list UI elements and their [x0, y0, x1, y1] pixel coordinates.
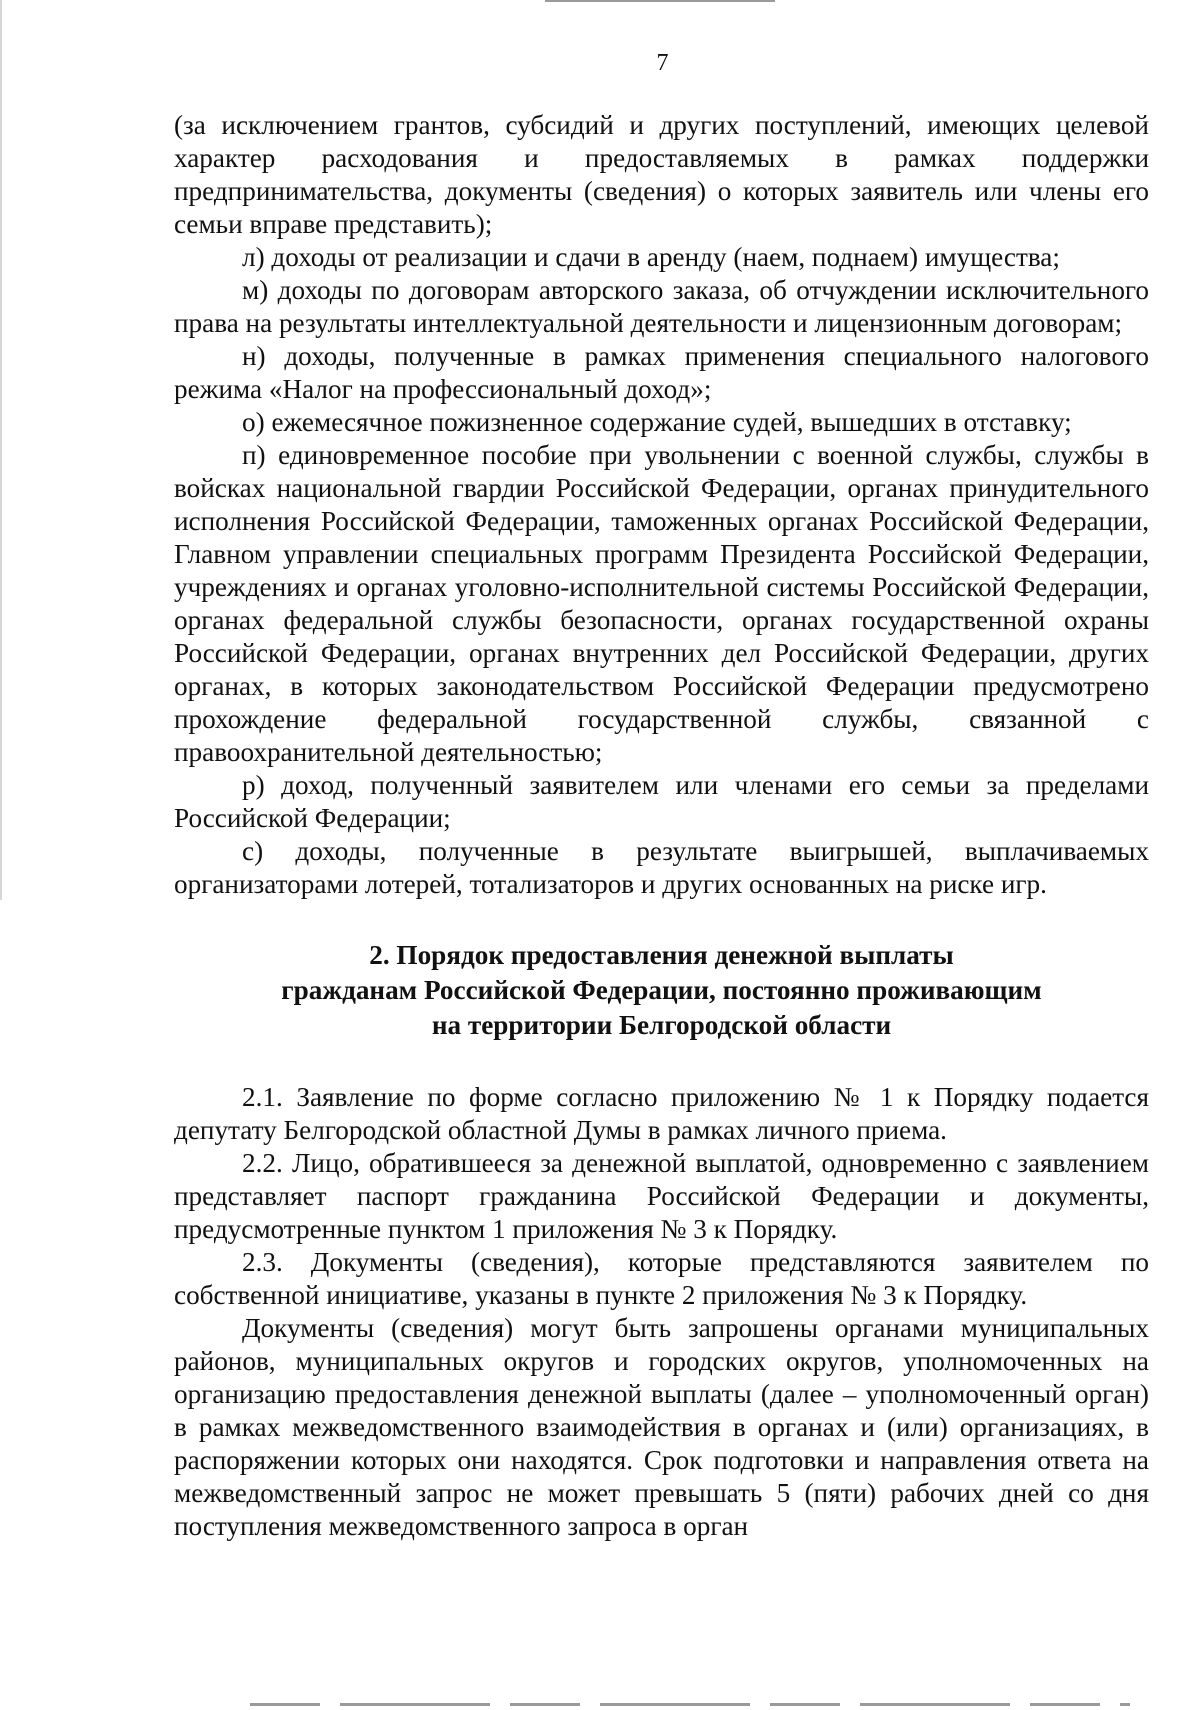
section-heading: [174, 938, 1149, 1043]
section-heading-line-1: 2. Порядок предоставления денежной выплаты: [369, 940, 954, 970]
scan-artifact-left-edge: [0, 0, 2, 900]
paragraph-item-l: л) доходы от реализации и сдачи в аренду (наем, поднаем) имущества;: [242, 242, 1060, 272]
paragraph-item-s: с) доходы, полученные в результате выигрышей, выплачиваемых организаторами лотерей, тотализаторов и других основанных на риске игр.: [174, 836, 1149, 899]
document-body: [174, 109, 1149, 1543]
paragraph-item-p: п) единовременное пособие при увольнении с военной службы, службы в войсках национальной гвардии Российской Федерации, органах принудительного исполнения Российской Федерации, таможенных органах Российской Федерации, Главном управлении специальных программ Президента Российской Федерации, учреждениях и органах уголовно-исполнительной системы Российской Федерации, органах федеральной службы безопасности, органах государственной охраны Российской Федерации, органах внутренних дел Российской Федерации, других органах, в которых законодательством Российской Федерации предусмотрено прохождение федеральной государственной службы, связанной с правоохранительной деятельностью;: [174, 440, 1149, 767]
scan-artifact-top-line: [545, 0, 775, 2]
paragraph-item-o: о) ежемесячное пожизненное содержание судей, вышедших в отставку;: [242, 407, 1072, 437]
page-number: 7: [656, 50, 669, 76]
paragraph-documents-requests: Документы (сведения) могут быть запрошены органами муниципальных районов, муниципальных округов и городских округов, уполномоченных на организацию предоставления денежной выплаты (далее – уполномоченный орган) в рамках межведомственного взаимодействия в органах и (или) организациях, в распоряжении которых они находятся. Срок подготовки и направления ответа на межведомственный запрос не может превышать 5 (пяти) рабочих дней со дня поступления межведомственного запроса в орган: [174, 1313, 1149, 1541]
scan-artifact-bottom-line: [250, 1703, 1130, 1706]
paragraph-2-3: 2.3. Документы (сведения), которые представляются заявителем по собственной инициативе, указаны в пункте 2 приложения № 3 к Порядку.: [174, 1247, 1149, 1310]
section-heading-line-2: гражданам Российской Федерации, постоянно проживающим: [281, 975, 1042, 1005]
paragraph-item-n: н) доходы, полученные в рамках применения специального налогового режима «Налог на профессиональный доход»;: [174, 341, 1149, 404]
paragraph-item-m: м) доходы по договорам авторского заказа, об отчуждении исключительного права на результаты интеллектуальной деятельности и лицензионным договорам;: [174, 275, 1149, 338]
paragraphs-before-heading: [174, 109, 1149, 901]
paragraph-continuation: (за исключением грантов, субсидий и других поступлений, имеющих целевой характер расходования и предоставляемых в рамках поддержки предпринимательства, документы (сведения) о которых заявитель или члены его семьи вправе представить);: [174, 110, 1149, 239]
paragraphs-after-heading: [174, 1081, 1149, 1543]
paragraph-2-2: 2.2. Лицо, обратившееся за денежной выплатой, одновременно с заявлением представляет паспорт гражданина Российской Федерации и документы, предусмотренные пунктом 1 приложения № 3 к Порядку.: [174, 1148, 1149, 1244]
section-heading-line-3: на территории Белгородской области: [431, 1010, 892, 1040]
paragraph-item-r: р) доход, полученный заявителем или членами его семьи за пределами Российской Федерации;: [174, 770, 1149, 833]
paragraph-2-1: 2.1. Заявление по форме согласно приложению № 1 к Порядку подается депутату Белгородской областной Думы в рамках личного приема.: [174, 1082, 1149, 1145]
